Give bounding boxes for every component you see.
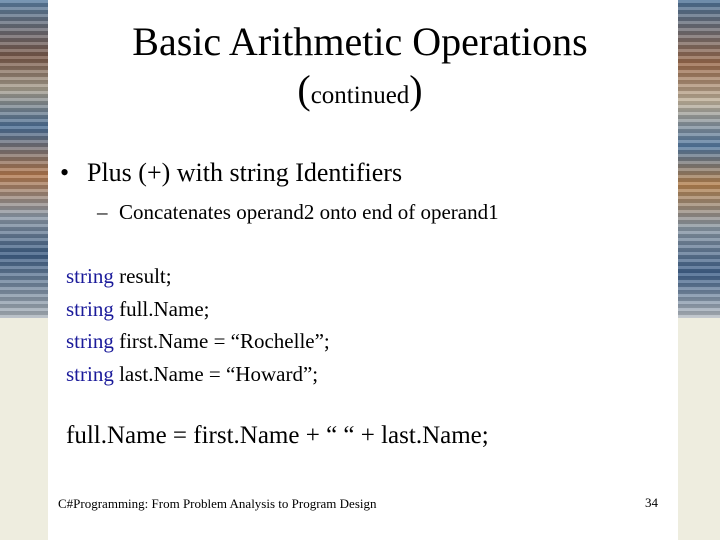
dash-icon: – <box>97 200 108 224</box>
slide-title <box>50 18 670 120</box>
decorative-panel-right <box>678 318 720 540</box>
code-line: string full.Name; <box>66 296 210 321</box>
bullet-item <box>60 158 402 188</box>
code-block <box>66 260 330 390</box>
page-number: 34 <box>645 495 658 510</box>
sub-bullet-item <box>97 200 499 225</box>
decorative-photo-left <box>0 0 48 318</box>
bullet-text: Plus (+) with string Identifiers <box>87 158 403 187</box>
code-line: string last.Name = “Howard”; <box>66 361 319 386</box>
sub-bullet-text: Concatenates operand2 onto end of operand1 <box>119 200 499 224</box>
decorative-photo-right <box>678 0 720 318</box>
decorative-panel-left <box>0 318 48 540</box>
bullet-icon: • <box>60 158 70 187</box>
keyword: string <box>66 264 114 288</box>
title-line-1: Basic Arithmetic Operations <box>132 19 588 64</box>
keyword: string <box>66 361 114 386</box>
title-line-2: (continued) <box>297 67 423 112</box>
slide-footer: C#Programming: From Problem Analysis to Program Design <box>58 496 377 511</box>
concatenation-expression: full.Name = first.Name + “ “ + last.Name; <box>66 422 489 449</box>
code-line: string first.Name = “Rochelle”; <box>66 329 330 353</box>
keyword: string <box>66 296 114 321</box>
code-line: string result; <box>66 264 172 288</box>
keyword: string <box>66 329 114 353</box>
title-continued: continued <box>310 82 410 109</box>
